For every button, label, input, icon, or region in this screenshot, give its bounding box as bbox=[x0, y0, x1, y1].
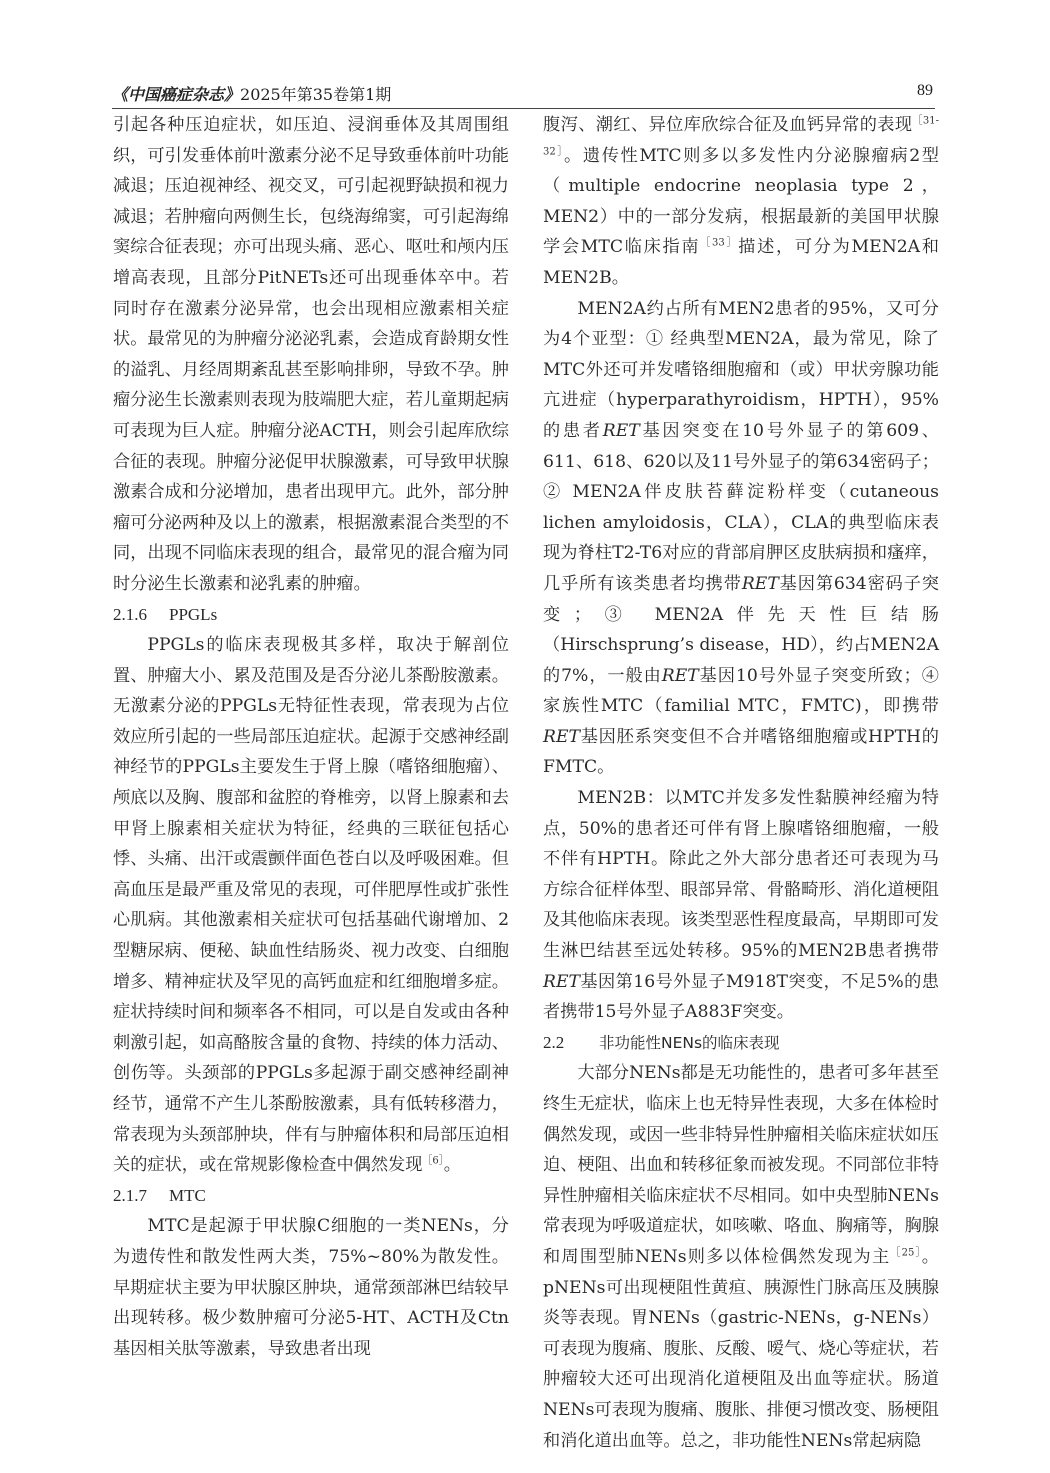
paragraph-text: PPGLs的临床表现极其多样，取决于解剖位置、肿瘤大小、累及范围及是否分泌儿茶酚胺激素。无激素分泌的PPGLs无特征性表现，常表现为占位效应所引起的一些局部压迫症状。起源于交感神经副神经节的PPGLs主要发生于肾上腺（嗜铬细胞瘤）、颅底以及胸、腹部和盆腔的脊椎旁，以肾上腺素和去甲肾上腺素相关症状为特征，经典的三联征包括心悸、头痛、出汗或震颤伴面色苍白以及呼吸困难。但高血压是最严重及常见的表现，可伴肥厚性或扩张性心肌病。其他激素相关症状可包括基础代谢增加、2型糖尿病、便秘、缺血性结肠炎、视力改变、白细胞增多、精神症状及罕见的高钙血症和红细胞增多症。症状持续时间和频率各不相同，可以是自发或由各种刺激引起，如高酪胺含量的食物、持续的体力活动、创伤等。头颈部的PPGLs多起源于副交感神经副神经节，通常不产生儿茶酚胺激素，具有低转移潜力，常表现为头颈部肿块，伴有与肿瘤体积和局部压迫相关的症状，或在常规影像检查中偶然发现 bbox=[113, 635, 509, 1176]
gene-name: RET bbox=[543, 726, 580, 747]
paragraph-text: 腹泻、潮红、异位库欣综合征及血钙异常的表现 bbox=[543, 115, 913, 135]
paragraph-men2b bbox=[543, 783, 939, 1028]
paragraph-text: 基因第16号外显子M918T突变，不足5%的患者携带15号外显子A883F突变。 bbox=[543, 971, 939, 1023]
right-column bbox=[543, 110, 939, 1456]
section-number: 2.2 bbox=[543, 1032, 565, 1052]
page-number: 89 bbox=[917, 82, 933, 99]
paragraph-text: 。pNENs可出现梗阻性黄疸、胰源性门脉高压及胰腺炎等表现。胃NENs（gastric-NENs，g-NENs）可表现为腹痛、腹胀、反酸、嗳气、烧心等症状，若肿瘤较大还可出现消化道梗阻及出血等症状。肠道NENs可表现为腹痛、腹胀、排便习惯改变、肠梗阻和消化道出血等。总之，非功能性NENs常起病隐 bbox=[543, 1246, 939, 1451]
journal-citation bbox=[112, 82, 391, 105]
section-number: 2.1.6 bbox=[113, 604, 147, 624]
section-title: 非功能性NENs的临床表现 bbox=[599, 1033, 780, 1052]
paragraph-text: 基因10号外显子突变所致；④ 家族性MTC（familial MTC，FMTC)，即携带 bbox=[543, 665, 939, 717]
paragraph-men2a bbox=[543, 294, 939, 784]
section-heading-2-1-7 bbox=[113, 1181, 509, 1212]
paragraph-pitnets-continued: 引起各种压迫症状，如压迫、浸润垂体及其周围组织，可引发垂体前叶激素分泌不足导致垂体前叶功能减退；压迫视神经、视交叉，可引起视野缺损和视力减退；若肿瘤向两侧生长，包绕海绵窦，可引起海绵窦综合征表现；亦可出现头痛、恶心、呕吐和颅内压增高表现，且部分PitNETs还可出现垂体卒中。若同时存在激素分泌异常，也会出现相应激素相关症状。最常见的为肿瘤分泌泌乳素，会造成育龄期女性的溢乳、月经周期紊乱甚至影响排卵，导致不孕。肿瘤分泌生长激素则表现为肢端肥大症，若儿童期起病可表现为巨人症。肿瘤分泌ACTH，则会引起库欣综合征的表现。肿瘤分泌促甲状腺激素，可导致甲状腺激素合成和分泌增加，患者出现甲亢。此外，部分肿瘤可分泌两种及以上的激素，根据激素混合类型的不同，出现不同临床表现的组合，最常见的混合瘤为同时分泌生长激素和泌乳素的肿瘤。 bbox=[113, 115, 509, 594]
paragraph-ppgls bbox=[113, 630, 509, 1181]
paragraph-mtc: MTC是起源于甲状腺C细胞的一类NENs，分为遗传性和散发性两大类，75%~80%为散发性。早期症状主要为甲状腺区肿块，通常颈部淋巴结较早出现转移。极少数肿瘤可分泌5-HT、ACTH及Ctn基因相关肽等激素，导致患者出现 bbox=[113, 1216, 509, 1359]
citation-ref: ［25］ bbox=[890, 1247, 922, 1259]
section-heading-2-1-6 bbox=[113, 600, 509, 631]
paragraph-text: 描述，可分为MEN2A和MEN2B。 bbox=[543, 237, 939, 288]
paragraph-text: 大部分NENs都是无功能性的，患者可多年甚至终生无症状，临床上也无特异性表现，大多在体检时偶然发现，或因一些非特异性肿瘤相关临床症状如压迫、梗阻、出血和转移征象而被发现。不同部位非特异性肿瘤相关临床症状不尽相同。如中央型肺NENs常表现为呼吸道症状，如咳嗽、咯血、胸痛等，胸腺和周围型肺NENs则多以体检偶然发现为主 bbox=[543, 1063, 939, 1267]
paragraph-nonfunctional-nens bbox=[543, 1058, 939, 1456]
section-title: MTC bbox=[169, 1185, 206, 1205]
paragraph-text: MEN2B：以MTC并发多发性黏膜神经瘤为特点，50%的患者还可伴有肾上腺嗜铬细胞瘤，一般不伴有HPTH。除此之外大部分患者还可表现为马方综合征样体型、眼部异常、骨骼畸形、消化道梗阻及其他临床表现。该类型恶性程度最高，早期即可发生淋巴结甚至远处转移。95%的MEN2B患者携带 bbox=[543, 788, 939, 962]
gene-name: RET bbox=[661, 665, 699, 686]
paragraph-text: MEN2A约占所有MEN2患者的95%，又可分为4个亚型：① 经典型MEN2A，最为常见，除了MTC外还可并发嗜铬细胞瘤和（或）甲状旁腺功能亢进症（hyperparathyroidism，HPTH），95%的患者 bbox=[543, 298, 939, 441]
paragraph-mtc-continued bbox=[543, 110, 939, 294]
section-title: PPGLs bbox=[169, 604, 218, 624]
gene-name: RET bbox=[741, 573, 779, 594]
journal-issue: 2025年第35卷第1期 bbox=[240, 85, 392, 104]
paragraph-text: 基因第634密码子突变；③ MEN2A伴先天性巨结肠（Hirschsprung’s disease，HD），约占MEN2A的7%，一般由 bbox=[543, 573, 939, 686]
citation-ref: ［33］ bbox=[700, 237, 739, 249]
section-heading-2-2 bbox=[543, 1028, 939, 1059]
left-column bbox=[113, 110, 509, 1364]
citation-ref: ［31-32］ bbox=[543, 115, 939, 157]
paragraph-text: 基因突变在10号外显子的第609、611、618、620以及11号外显子的第634密码子；② MEN2A伴皮肤苔藓淀粉样变（cutaneous lichen amyloidosis，CLA），CLA的典型临床表现为脊柱T2-T6对应的背部肩胛区皮肤病损和瘙痒，几乎所有该类患者均携带 bbox=[543, 420, 939, 594]
paragraph-text: 。遗传性MTC则多以多发性内分泌腺瘤病2型（multiple endocrine neoplasia type 2，MEN2）中的一部分发病，根据最新的美国甲状腺学会MTC临床指南 bbox=[543, 145, 939, 258]
gene-name: RET bbox=[602, 420, 640, 441]
journal-name: 《中国癌症杂志》 bbox=[112, 85, 241, 104]
paragraph-text: 基因胚系突变但不合并嗜铬细胞瘤或HPTH的FMTC。 bbox=[543, 726, 939, 778]
running-header bbox=[112, 80, 935, 109]
gene-name: RET bbox=[543, 971, 580, 992]
section-number: 2.1.7 bbox=[113, 1185, 147, 1205]
paragraph-text: 。 bbox=[443, 1155, 461, 1176]
citation-ref: ［6］ bbox=[422, 1155, 444, 1167]
